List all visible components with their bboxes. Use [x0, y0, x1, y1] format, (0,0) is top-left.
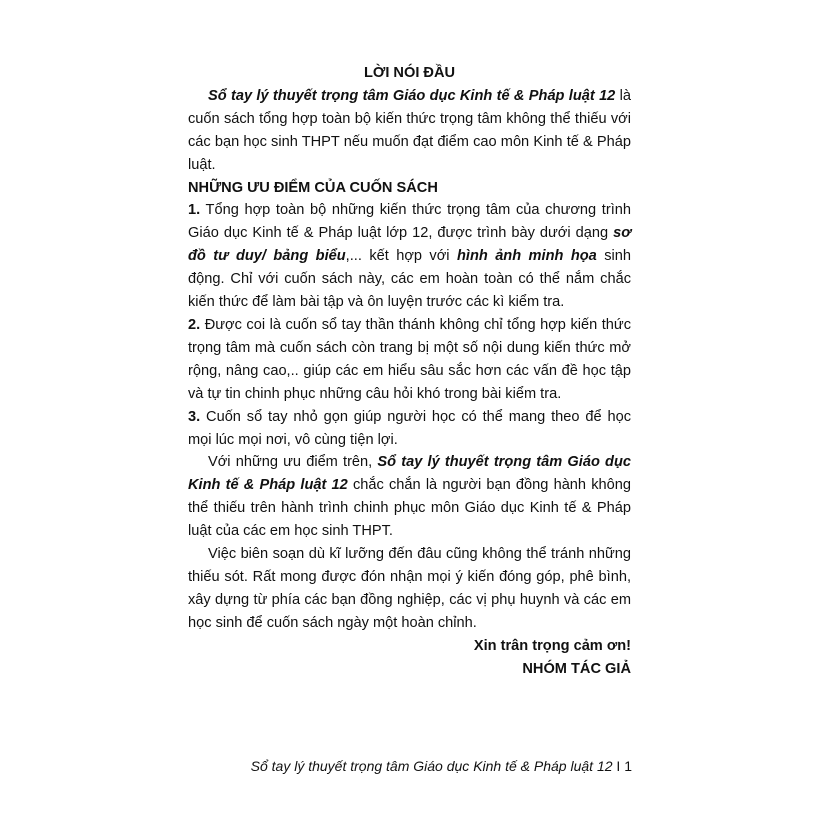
item-number: 2.: [188, 316, 201, 333]
footer-separator: I: [616, 758, 621, 774]
item-text: sinh động. Chỉ với cuốn sách này, các em hoàn toàn có thể nắm chắc kiến thức để làm bài tập và ôn luyện trước các kì kiểm tra.: [188, 248, 631, 311]
footer-book-title: Sổ tay lý thuyết trọng tâm Giáo dục Kinh tế & Pháp luật 12: [250, 758, 613, 774]
closing-paragraph: [188, 451, 631, 543]
apology-paragraph: Việc biên soạn dù kĩ lưỡng đến đâu cũng không thể tránh những thiếu sót. Rất mong được đón nhận mọi ý kiến đóng góp, phê bình, xây dựng từ phía các bạn đồng nghiệp, các vị phụ huynh và các em học sinh để cuốn sách ngày một hoàn chỉnh.: [188, 546, 631, 631]
thanks-line: Xin trân trọng cảm ơn!: [473, 637, 631, 654]
intro-book-title: Sổ tay lý thuyết trọng tâm Giáo dục Kinh tế & Pháp luật 12: [208, 87, 616, 104]
preface-title: LỜI NÓI ĐẦU: [363, 65, 456, 81]
advantage-item-3: [188, 406, 631, 452]
advantages-title: NHỮNG ƯU ĐIỂM CỦA CUỐN SÁCH: [188, 179, 438, 196]
item-number: 1.: [188, 202, 201, 219]
closing-text: Với những ưu điểm trên,: [208, 454, 378, 471]
advantage-item-2: [188, 314, 631, 406]
page-number: 1: [624, 758, 632, 774]
item-emphasis: hình ảnh minh họa: [456, 248, 597, 265]
author-signature: NHÓM TÁC GIẢ: [522, 660, 631, 677]
item-text: Được coi là cuốn sổ tay thần thánh không chỉ tổng hợp kiến thức trọng tâm mà cuốn sách còn trang bị một số nội dung kiến thức mở rộng, nâng cao,.. giúp các em hiểu sâu sắc hơn các vấn đề học tập và tự tin chinh phục những câu hỏi khó trong bài kiểm tra.: [188, 316, 631, 402]
closing-book-title: Sổ tay lý thuyết trọng tâm Giáo dục Kinh tế & Pháp luật 12: [188, 454, 631, 494]
page-content: [188, 62, 631, 680]
advantage-item-1: [188, 199, 631, 314]
intro-paragraph: [188, 85, 631, 177]
item-text: ,... kết hợp với: [345, 248, 457, 265]
item-emphasis: sơ đồ tư duy/ bảng biểu: [188, 225, 631, 265]
item-text: Tổng hợp toàn bộ những kiến thức trọng tâm của chương trình Giáo dục Kinh tế & Pháp luật lớp 12, được trình bày dưới dạng: [188, 202, 631, 242]
closing-text: chắc chắn là người bạn đồng hành không thể thiếu trên hành trình chinh phục môn Giáo dục Kinh tế & Pháp luật của các em học sinh THPT.: [188, 477, 631, 540]
item-text: Cuốn sổ tay nhỏ gọn giúp người học có thể mang theo để học mọi lúc mọi nơi, vô cùng tiện lợi.: [188, 408, 631, 448]
page-footer: [251, 758, 632, 774]
item-number: 3.: [188, 408, 201, 425]
intro-text: là cuốn sách tổng hợp toàn bộ kiến thức trọng tâm không thể thiếu với các bạn học sinh THPT nếu muốn đạt điểm cao môn Kinh tế & Pháp luật.: [188, 87, 631, 173]
